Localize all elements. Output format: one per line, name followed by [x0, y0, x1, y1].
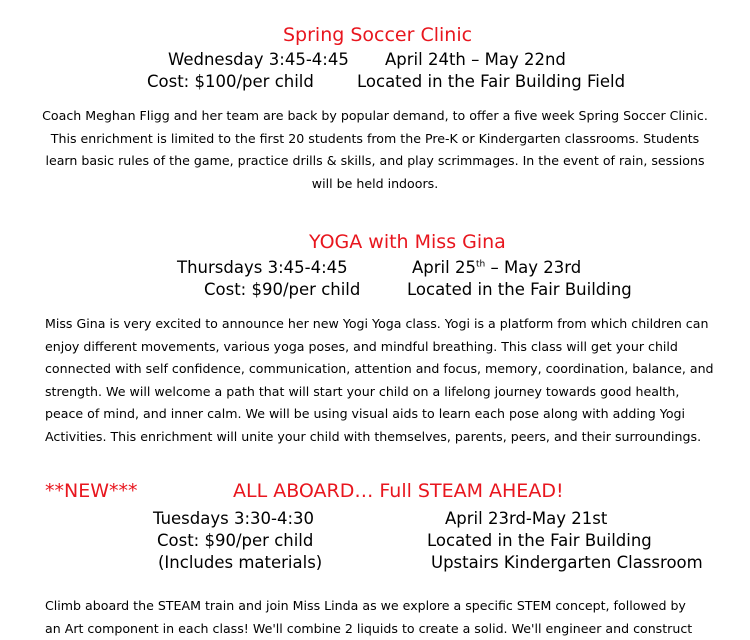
- steam-new-tag: **NEW***: [45, 480, 138, 502]
- soccer-time: Wednesday 3:45-4:45: [168, 50, 349, 69]
- soccer-description-line: Coach Meghan Fligg and her team are back by popular demand, to offer a five week Spring Soccer Clinic.: [30, 105, 720, 128]
- soccer-description-line: will be held indoors.: [30, 173, 720, 196]
- yoga-title: YOGA with Miss Gina: [309, 231, 506, 253]
- yoga-description-line: Activities. This enrichment will unite your child with themselves, parents, peers, and their surroundings.: [45, 426, 725, 449]
- soccer-title: Spring Soccer Clinic: [283, 24, 472, 46]
- yoga-description-line: peace of mind, and inner calm. We will be using visual aids to learn each pose along with adding Yogi: [45, 403, 725, 426]
- yoga-dates-end: – May 23rd: [485, 258, 581, 277]
- yoga-description-line: enjoy different movements, various yoga poses, and mindful breathing. This class will get your child: [45, 336, 725, 359]
- steam-description: [45, 595, 735, 640]
- steam-room: Upstairs Kindergarten Classroom: [431, 553, 703, 572]
- yoga-dates-sup: th: [476, 260, 485, 270]
- soccer-dates: April 24th – May 22nd: [385, 50, 566, 69]
- yoga-description-line: connected with self confidence, communication, attention and focus, memory, coordination, balance, and: [45, 358, 725, 381]
- soccer-location: Located in the Fair Building Field: [357, 72, 625, 91]
- yoga-location: Located in the Fair Building: [407, 280, 632, 299]
- soccer-description-line: This enrichment is limited to the first 20 students from the Pre-K or Kindergarten classrooms. Students: [30, 128, 720, 151]
- soccer-description-line: learn basic rules of the game, practice drills & skills, and play scrimmages. In the event of rain, sessions: [30, 150, 720, 173]
- yoga-cost: Cost: $90/per child: [204, 280, 360, 299]
- yoga-description: [45, 313, 725, 448]
- yoga-dates-start: April 25: [412, 258, 476, 277]
- yoga-dates: [412, 258, 581, 277]
- steam-dates: April 23rd-May 21st: [445, 509, 607, 528]
- steam-description-line: an Art component in each class! We'll combine 2 liquids to create a solid. We'll engineer and construct: [45, 618, 735, 640]
- steam-cost: Cost: $90/per child: [157, 531, 313, 550]
- steam-location: Located in the Fair Building: [427, 531, 652, 550]
- steam-materials: (Includes materials): [158, 553, 322, 572]
- yoga-description-line: Miss Gina is very excited to announce her new Yogi Yoga class. Yogi is a platform from which children can: [45, 313, 725, 336]
- yoga-time: Thursdays 3:45-4:45: [177, 258, 348, 277]
- steam-description-line: Climb aboard the STEAM train and join Miss Linda as we explore a specific STEM concept, followed by: [45, 595, 735, 618]
- steam-time: Tuesdays 3:30-4:30: [153, 509, 314, 528]
- yoga-description-line: strength. We will welcome a path that will start your child on a lifelong journey towards good health,: [45, 381, 725, 404]
- soccer-cost: Cost: $100/per child: [147, 72, 314, 91]
- soccer-description: [30, 105, 720, 195]
- steam-title: ALL ABOARD… Full STEAM AHEAD!: [233, 480, 564, 502]
